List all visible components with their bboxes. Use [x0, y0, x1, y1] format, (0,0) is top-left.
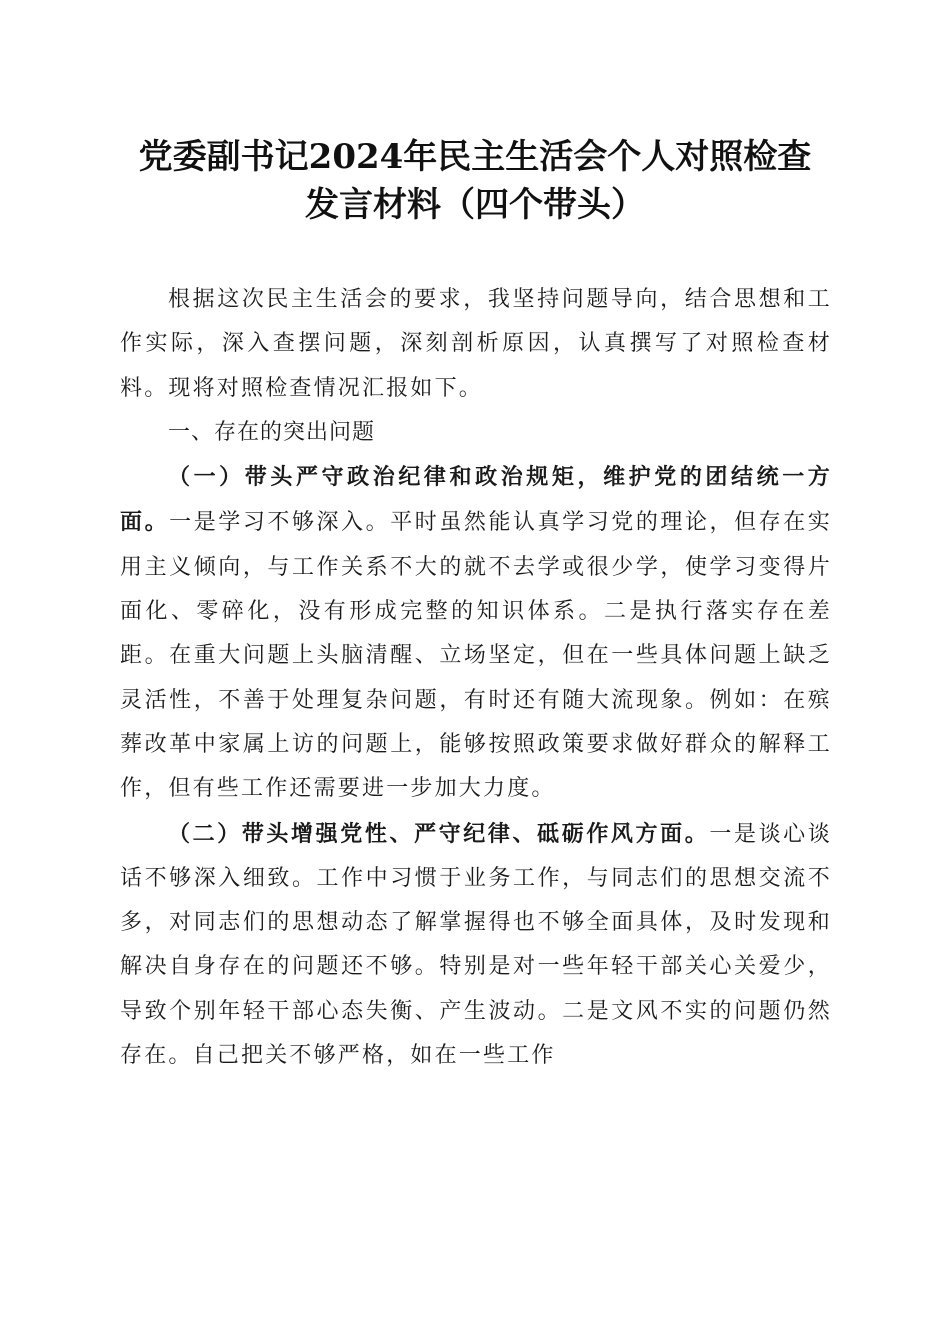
item-2-paragraph	[120, 812, 832, 1079]
item-1-heading: （一）带头严守政治纪律和政治规矩，维护党的团结统一方面。	[120, 464, 832, 536]
item-1-paragraph	[120, 455, 832, 811]
title-line-2: 发言材料（四个带头）	[305, 185, 645, 225]
document-title	[60, 133, 890, 229]
item-1-body: 一是学习不够深入。平时虽然能认真学习党的理论，但存在实用主义倾向，与工作关系不大的就不去学或很少学，使学习变得片面化、零碎化，没有形成完整的知识体系。二是执行落实存在差距。在重大问题上头脑清醒、立场坚定，但在一些具体问题上缺乏灵活性，不善于处理复杂问题，有时还有随大流现象。例如：在殡葬改革中家属上访的问题上，能够按照政策要求做好群众的解释工作，但有些工作还需要进一步加大力度。	[120, 510, 833, 802]
section-heading-1: 一、存在的突出问题	[168, 419, 376, 445]
item-2-body: 一是谈心谈话不够深入细致。工作中习惯于业务工作，与同志们的思想交流不多，对同志们的思想动态了解掌握得也不够全面具体，及时发现和解决自身存在的问题还不够。特别是对一些年轻干部关心关爱少，导致个别年轻干部心态失衡、产生波动。二是文风不实的问题仍然存在。自己把关不够严格，如在一些工作	[120, 821, 832, 1069]
intro-paragraph: 根据这次民主生活会的要求，我坚持问题导向，结合思想和工作实际，深入查摆问题，深刻剖析原因，认真撰写了对照检查材料。现将对照检查情况汇报如下。	[120, 287, 832, 401]
document-body	[120, 278, 832, 1078]
title-line-1: 党委副书记2024年民主生活会个人对照检查	[138, 137, 812, 177]
item-2-heading: （二）带头增强党性、严守纪律、砥砺作风方面。	[168, 820, 710, 847]
